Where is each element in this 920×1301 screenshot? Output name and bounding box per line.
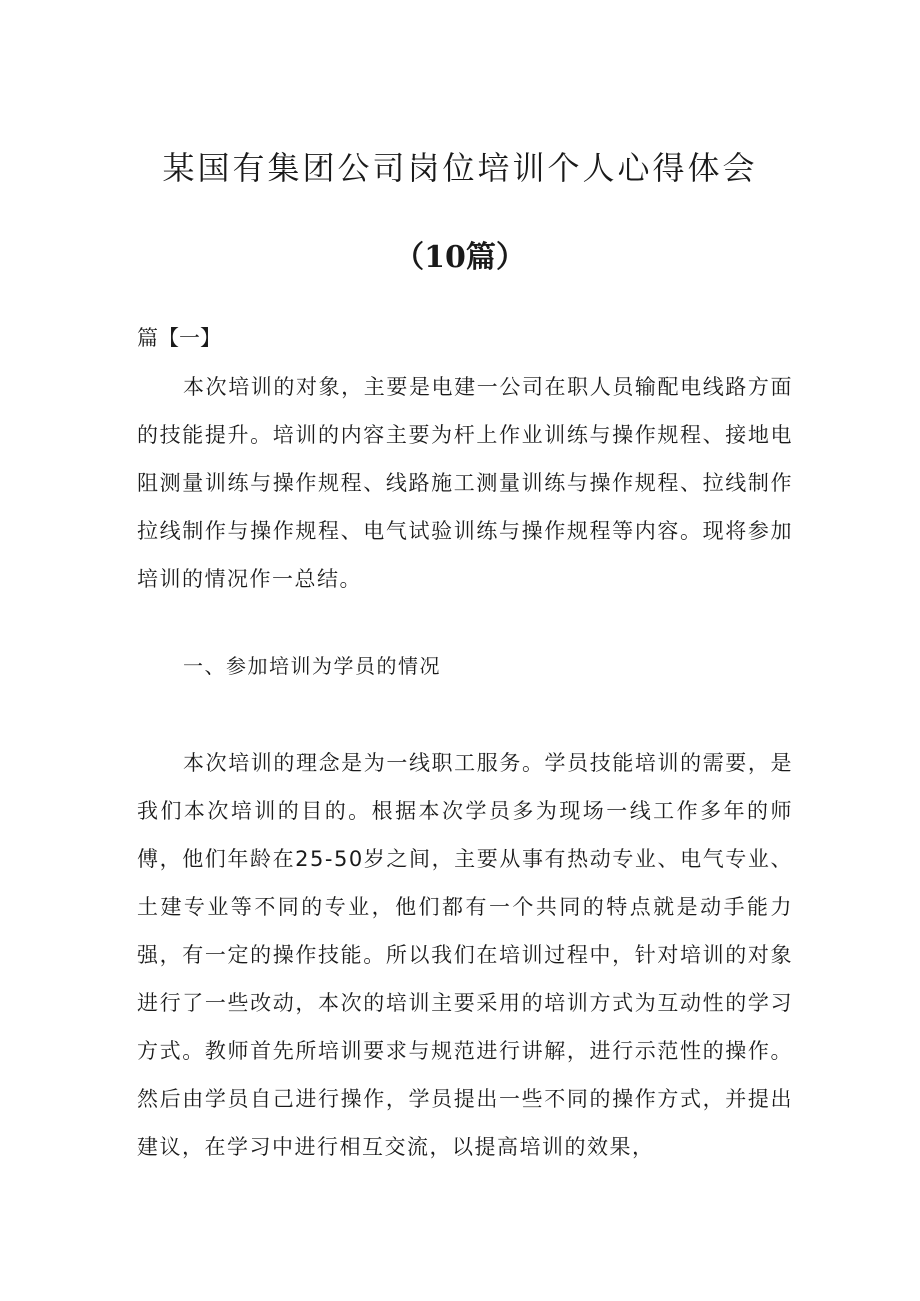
section-label: 篇【一】 — [137, 326, 221, 350]
paragraph-body: 本次培训的理念是为一线职工服务。学员技能培训的需要，是我们本次培训的目的。根据本次学员多为现场一线工作多年的师傅，他们年龄在25-50岁之间，主要从事有热动专业、电气专业、土建专业等不同的专业，他们都有一个共同的特点就是动手能力强，有一定的操作技能。所以我们在培训过程中，针对培训的对象进行了一些改动，本次的培训主要采用的培训方式为互动性的学习方式。教师首先所培训要求与规范进行讲解，进行示范性的操作。然后由学员自己进行操作，学员提出一些不同的操作方式，并提出建议，在学习中进行相互交流，以提高培训的效果， — [137, 751, 793, 1159]
document-subtitle: （10篇） — [394, 240, 526, 275]
paragraph-intro: 本次培训的对象，主要是电建一公司在职人员输配电线路方面的技能提升。培训的内容主要为杆上作业训练与操作规程、接地电阻测量训练与操作规程、线路施工测量训练与操作规程、拉线制作拉线制作与操作规程、电气试验训练与操作规程等内容。现将参加培训的情况作一总结。 — [137, 375, 793, 591]
section-heading: 一、参加培训为学员的情况 — [183, 654, 441, 678]
document-title: 某国有集团公司岗位培训个人心得体会 — [162, 149, 758, 187]
